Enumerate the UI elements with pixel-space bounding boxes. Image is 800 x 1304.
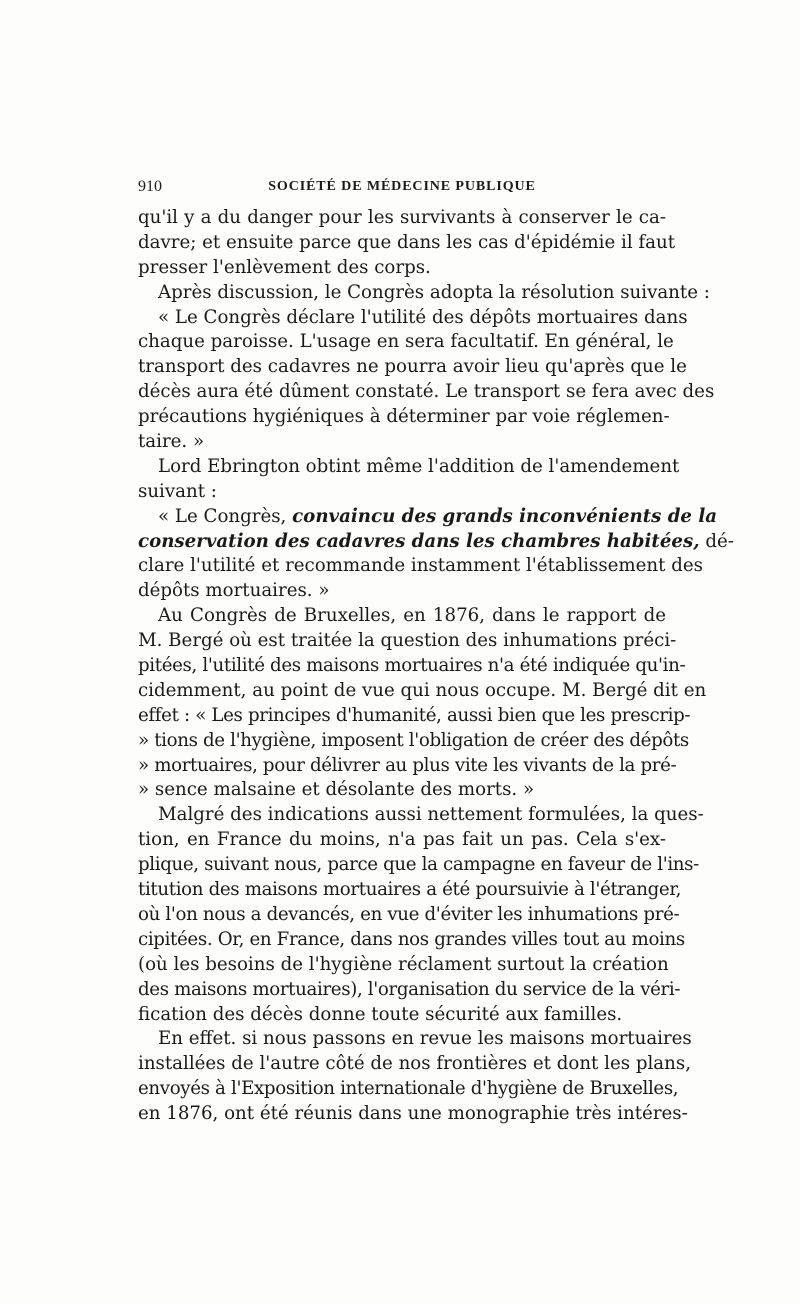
- body-text: [138, 206, 734, 1127]
- text-line: clare l'utilité et recommande instamment l'établissement des: [138, 555, 703, 577]
- text-line: taire. »: [138, 431, 205, 453]
- text-line: envoyés à l'Exposition internationale d'hygiène de Bruxelles,: [138, 1078, 679, 1100]
- text-line: M. Bergé où est traitée la question des inhumations préci-: [138, 630, 677, 652]
- text-line: pitées, l'utilité des maisons mortuaires n'a été indiquée qu'in-: [138, 655, 686, 677]
- text-line: précautions hygiéniques à déterminer par voie réglemen-: [138, 406, 670, 428]
- text-line: presser l'enlèvement des corps.: [138, 256, 431, 278]
- text-line: cipitées. Or, en France, dans nos grandes villes tout au moins: [138, 928, 685, 950]
- text-line: dépôts mortuaires. »: [138, 580, 330, 602]
- text-line: où l'on nous a devancés, en vue d'éviter les inhumations pré-: [138, 903, 680, 925]
- text-line: titution des maisons mortuaires a été poursuivie à l'étranger,: [138, 879, 682, 901]
- text-line: Après discussion, le Congrès adopta la résolution suivante :: [158, 281, 710, 303]
- text-line: tion, en France du moins, n'a pas fait un pas. Cela s'ex-: [138, 829, 666, 851]
- text-line: transport des cadavres ne pourra avoir lieu qu'après que le: [138, 356, 687, 378]
- page-header: [138, 178, 666, 200]
- text-line: (où les besoins de l'hygiène réclament surtout la création: [138, 953, 669, 975]
- text-line: chaque paroisse. L'usage en sera facultatif. En général, le: [138, 331, 674, 353]
- text-line: installées de l'autre côté de nos frontières et dont les plans,: [138, 1053, 691, 1075]
- text-line: [138, 505, 718, 530]
- text-line: En effet. si nous passons en revue les maisons mortuaires: [158, 1028, 692, 1050]
- italic-phrase: conservation des cadavres dans les chambres habitées,: [138, 530, 700, 552]
- text-line: suivant :: [138, 480, 217, 502]
- text-line: Au Congrès de Bruxelles, en 1876, dans le rapport de: [158, 605, 666, 627]
- running-title: SOCIÉTÉ DE MÉDECINE PUBLIQUE: [268, 179, 536, 194]
- text-line: » tions de l'hygiène, imposent l'obligation de créer des dépôts: [138, 729, 689, 751]
- text-line: plique, suivant nous, parce que la campagne en faveur de l'ins-: [138, 854, 699, 876]
- text-line: « Le Congrès déclare l'utilité des dépôts mortuaires dans: [158, 306, 688, 328]
- italic-phrase: convaincu des grands inconvénients de la: [292, 505, 718, 527]
- text-line: cidemment, au point de vue qui nous occupe. M. Bergé dit en: [138, 679, 707, 701]
- text-line: en 1876, ont été réunis dans une monographie très intéres-: [138, 1103, 688, 1125]
- text-line: fication des décès donne toute sécurité aux familles.: [138, 1003, 623, 1025]
- text-line: » mortuaires, pour délivrer au plus vite les vivants de la pré-: [138, 754, 677, 776]
- text-line: davre; et ensuite parce que dans les cas d'épidémie il faut: [138, 231, 676, 253]
- text-segment: « Le Congrès,: [158, 505, 293, 527]
- page-number: 910: [138, 178, 162, 195]
- text-line: qu'il y a du danger pour les survivants à conserver le ca-: [138, 207, 666, 228]
- text-line: Malgré des indications aussi nettement formulées, la ques-: [158, 804, 704, 826]
- text-segment: dé-: [699, 530, 734, 552]
- text-line: des maisons mortuaires), l'organisation du service de la véri-: [138, 978, 681, 1000]
- text-line: Lord Ebrington obtint même l'addition de l'amendement: [158, 455, 680, 477]
- text-line: [138, 530, 734, 555]
- text-line: effet : « Les principes d'humanité, aussi bien que les prescrip-: [138, 704, 691, 726]
- text-line: décès aura été dûment constaté. Le transport se fera avec des: [138, 381, 715, 403]
- text-line: » sence malsaine et désolante des morts. »: [138, 779, 535, 801]
